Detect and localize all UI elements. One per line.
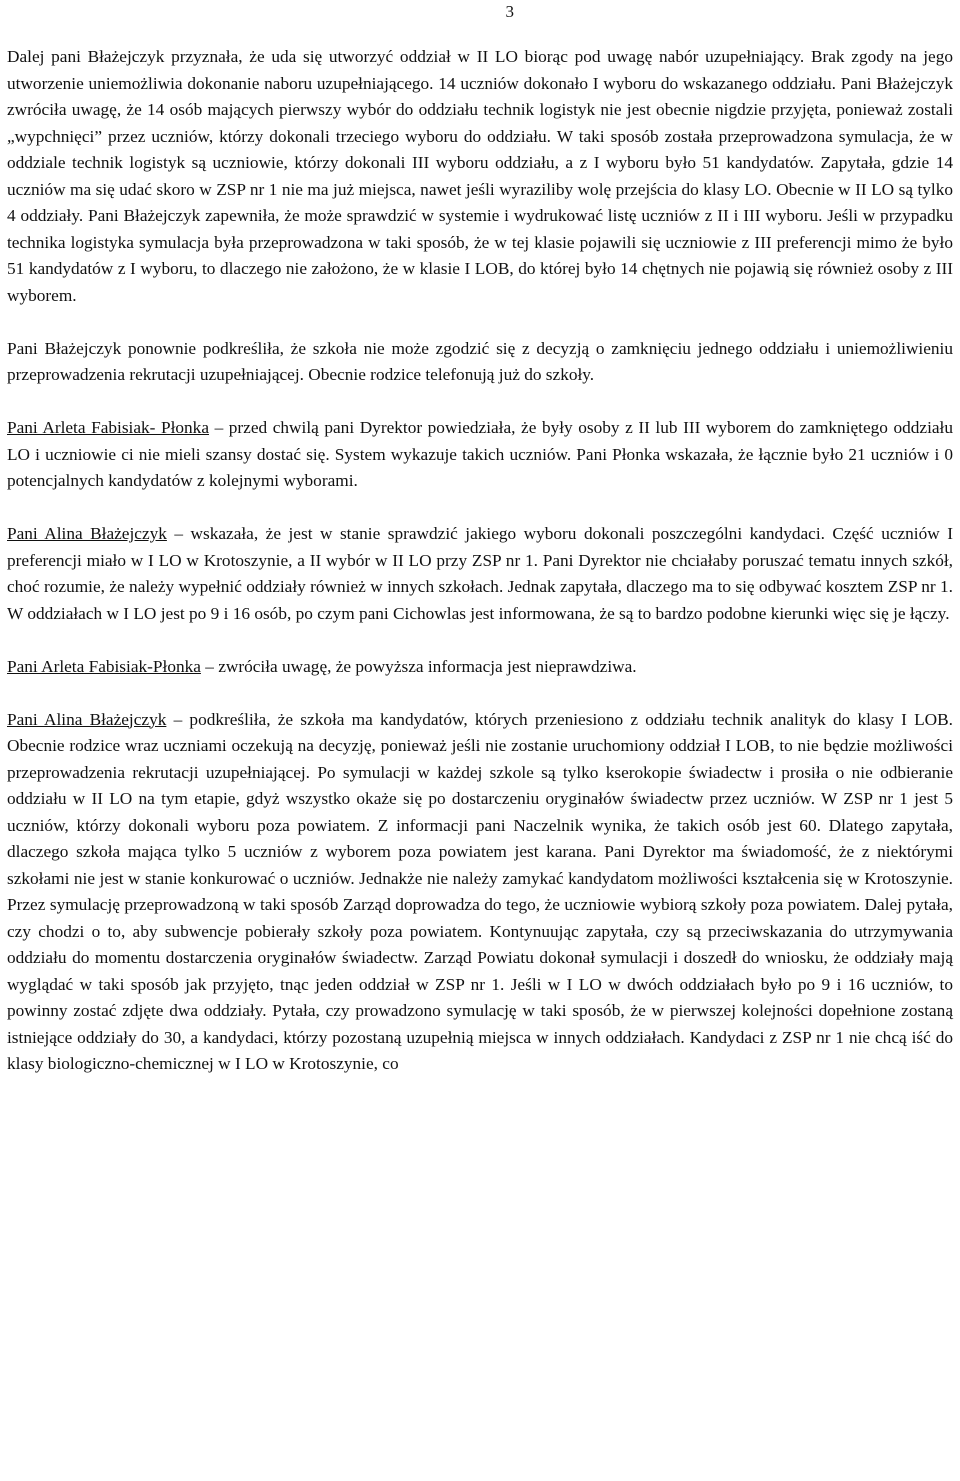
paragraph-text: Dalej pani Błażejczyk przyznała, że uda się utworzyć oddział w II LO biorąc pod uwagę nabór uzupełniający. Brak zgody na jego utworzenie uniemożliwia dokonanie naboru uzupełniającego. 14 uczniów dokonało I wyboru do wskazanego oddziału. Pani Błażejczyk zwróciła uwagę, że 14 osób mających pierwszy wybór do oddziału technik logistyk nie jest obecnie nigdzie przyjęta, ponieważ zostali „wypchnięci” przez uczniów, którzy dokonali trzeciego wyboru do oddziału. W taki sposób została przeprowadzona symulacja, że w oddziale technik logistyk są uczniowie, którzy dokonali III wyboru oddziału, a z I wyboru było 51 kandydatów. Zapytała, gdzie 14 uczniów ma się udać skoro w ZSP nr 1 nie ma już miejsca, nawet jeśli wyraziliby wolę przejścia do klasy LO. Obecnie w II LO są tylko 4 oddziały. Pani Błażejczyk zapewniła, że może sprawdzić w systemie i wydrukować listę uczniów z II i III wyboru. Jeśli w przypadku technika logistyka symulacja była przeprowadzona w taki sposób, że w tej klasie pojawili się uczniowie z III preferencji mimo że było 51 kandydatów z I wyboru, to dlaczego nie założono, że w klasie I LOB, do której było 14 chętnych nie pojawią się również osoby z III wyborem. bbox=[7, 47, 953, 305]
speaker-name: Pani Alina Błażejczyk bbox=[7, 709, 167, 729]
paragraph-5 bbox=[7, 654, 953, 681]
paragraph-1 bbox=[7, 44, 953, 309]
paragraph-4 bbox=[7, 521, 953, 627]
paragraph-text: – przed chwilą pani Dyrektor powiedziała, że były osoby z II lub III wyborem do zamkniętego oddziału LO i uczniowie ci nie mieli szansy dostać się. System wykazuje takich uczniów. Pani Płonka wskazała, że łącznie było 21 uczniów i 0 potencjalnych kandydatów z kolejnymi wyborami. bbox=[7, 418, 953, 490]
paragraph-text: – wskazała, że jest w stanie sprawdzić jakiego wyboru dokonali poszczególni kandydaci. Część uczniów I preferencji miało w I LO w Krotoszynie, a II wybór w II LO przy ZSP nr 1. Pani Dyrektor nie chciałaby poruszać tematu innych szkół, choć rozumie, że należy wypełnić oddziały również w innych szkołach. Jednak zapytała, dlaczego ma to się odbywać kosztem ZSP nr 1. W oddziałach w I LO jest po 9 i 16 osób, po czym pani Cichowlas jest informowana, że są to bardzo podobne kierunki więc się je łączy. bbox=[7, 524, 953, 623]
paragraph-6 bbox=[7, 707, 953, 1078]
document-body bbox=[7, 44, 953, 1078]
paragraph-text: – podkreśliła, że szkoła ma kandydatów, których przeniesiono z oddziału technik analityk do klasy I LOB. Obecnie rodzice wraz uczniami oczekują na decyzję, ponieważ jeśli nie zostanie uruchomiony oddział I LOB, to nie będzie możliwości przeprowadzenia rekrutacji uzupełniającej. Po symulacji w każdej szkole są tylko kserokopie świadectw i prosiła o nie odbieranie oddziału w II LO na tym etapie, gdyż wszystko okaże się po dostarczeniu oryginałów świadectw przez uczniów. W ZSP nr 1 jest 5 uczniów, którzy dokonali wyboru poza powiatem. Z informacji pani Naczelnik wynika, że takich osób jest 60. Dlatego zapytała, dlaczego szkoła mająca tylko 5 uczniów z wyborem poza powiatem jest karana. Pani Dyrektor ma świadomość, że z niektórymi szkołami nie jest w stanie konkurować o uczniów. Jednakże nie należy zamykać kandydatom możliwości kształcenia się w Krotoszynie. Przez symulację przeprowadzoną w taki sposób Zarząd doprowadza do tego, że uczniowie wybiorą szkoły poza powiatem. Dalej pytała, czy chodzi o to, aby subwencje pobierały szkoły poza powiatem. Kontynuując zapytała, czy są przeciwskazania do utrzymywania oddziału do momentu dostarczenia oryginałów świadectw. Zarząd Powiatu dokonał symulacji i doszedł do wniosku, że oddziały mają wyglądać w taki sposób jak przyjęto, tnąc jeden oddział w ZSP nr 1. Jeśli w I LO w dwóch oddziałach było po 9 i 16 uczniów, to powinny zostać zdjęte dwa oddziały. Pytała, czy prowadzono symulację w taki sposób, że w pierwszej kolejności dopełnione zostaną istniejące oddziały do 30, a kandydaci, którzy pozostaną uzupełnią miejsca w innych oddziałach. Kandydaci z ZSP nr 1 nie chcą iść do klasy biologiczno-chemicznej w I LO w Krotoszynie, co bbox=[7, 709, 953, 1073]
speaker-name: Pani Alina Błażejczyk bbox=[7, 524, 167, 543]
paragraph-3 bbox=[7, 415, 953, 495]
paragraph-text: – zwróciła uwagę, że powyższa informacja jest nieprawdziwa. bbox=[200, 656, 637, 676]
paragraph-text: Pani Błażejczyk ponownie podkreśliła, że szkoła nie może zgodzić się z decyzją o zamknięciu jednego oddziału i uniemożliwieniu przeprowadzenia rekrutacji uzupełniającej. Obecnie rodzice telefonują już do szkoły. bbox=[7, 338, 953, 384]
speaker-name: Pani Arleta Fabisiak- Płonka bbox=[7, 418, 209, 437]
speaker-name: Pani Arleta Fabisiak-Płonka bbox=[7, 656, 201, 676]
paragraph-2 bbox=[7, 336, 953, 389]
page-number: 3 bbox=[505, 2, 514, 21]
